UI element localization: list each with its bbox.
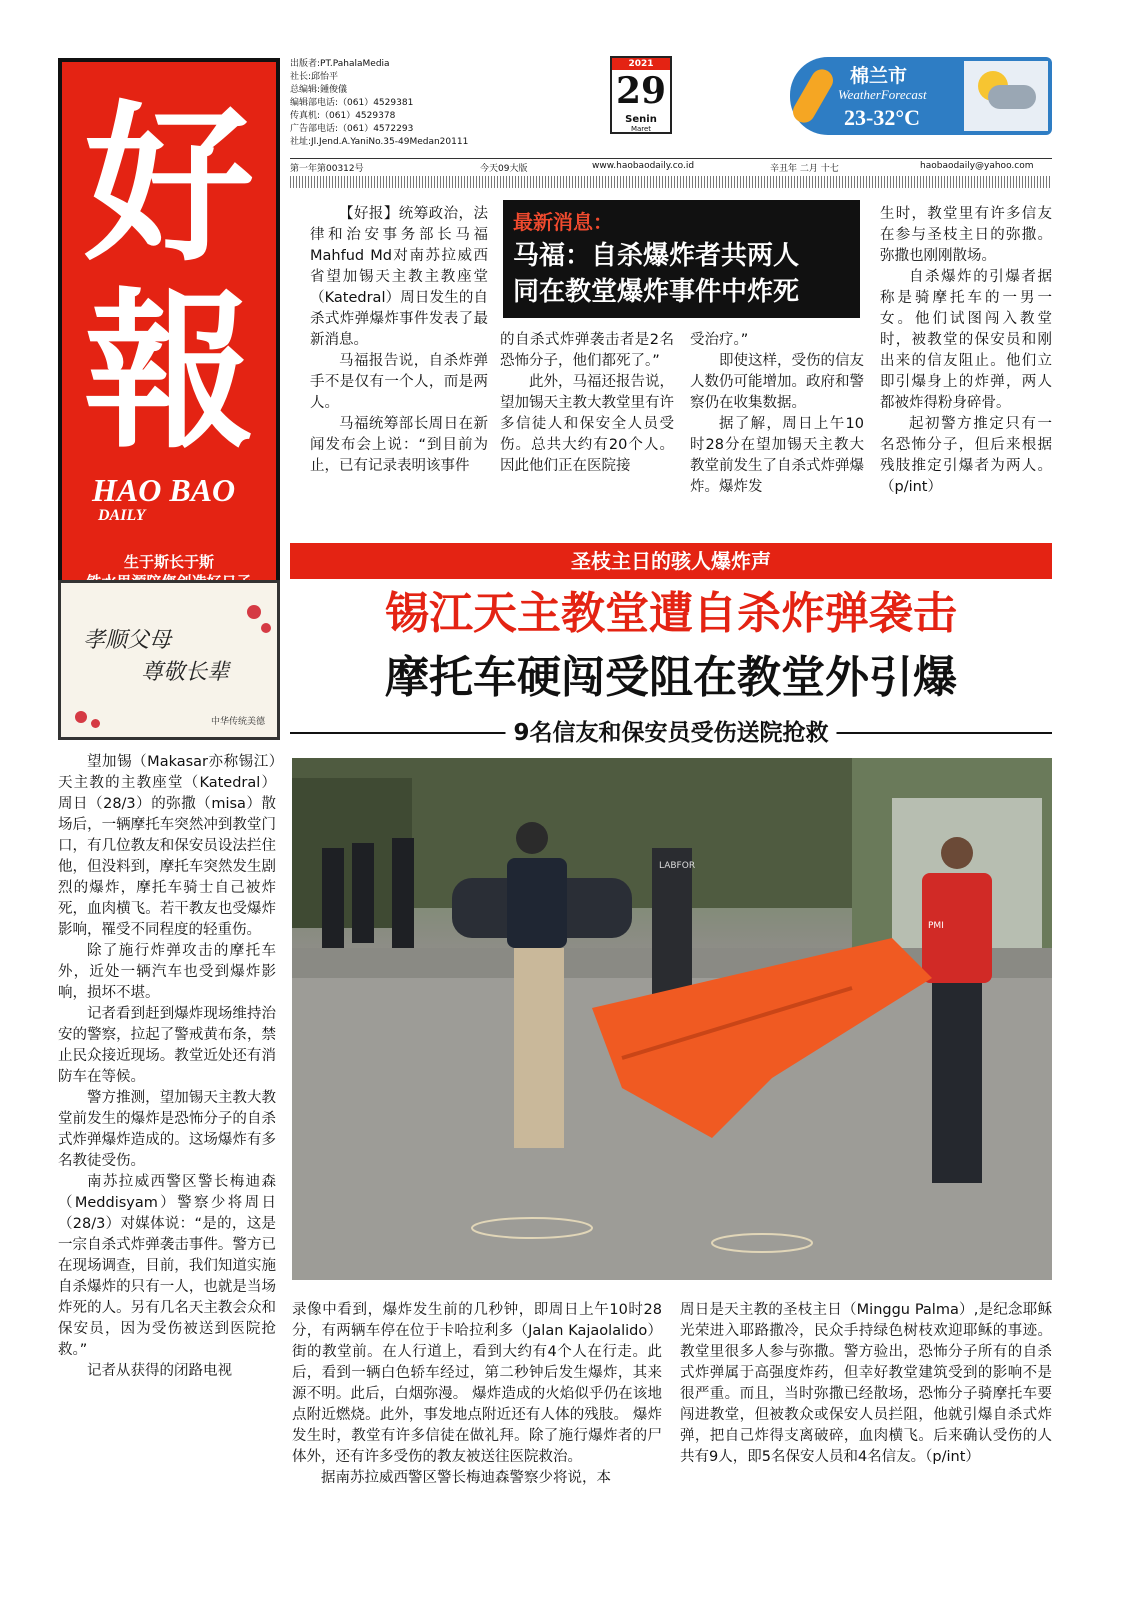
paragraph: 马福统筹部长周日在新闻发布会上说：“到目前为止，已有记录表明该事件 <box>310 416 488 474</box>
website-link[interactable]: www.haobaodaily.co.id <box>592 161 695 171</box>
page-count: 今天09大版 <box>480 164 528 174</box>
calendar-month: Maret <box>630 125 652 133</box>
main-article-right <box>680 1300 1052 1468</box>
ad-box <box>58 580 280 740</box>
kicker-bar <box>290 543 1052 579</box>
masthead-name-en: HAO BAO <box>92 472 236 508</box>
paragraph: 据了解，周日上午10时28分在望加锡天主教大教堂前发生了自杀式炸弹爆炸。爆炸发 <box>690 416 864 495</box>
ad-credit: 中华传统美德 <box>210 717 265 727</box>
kicker-text: 圣枝主日的骇人爆炸声 <box>571 549 771 573</box>
paragraph: 记者看到赶到爆炸现场维持治安的警察，拉起了警戒黄布条，禁止民众接近现场。教堂近处还有消防车在等候。 <box>58 1006 276 1085</box>
paragraph: 此外，马福还报告说，望加锡天主教大教堂里有许多信徒人和保安全人员受伤。总共大约有20个人。因此他们正在医院接 <box>500 374 674 474</box>
news-photo-illustration <box>292 758 1052 1280</box>
weather-label: WeatherForecast <box>838 87 927 102</box>
news-photo <box>292 758 1052 1280</box>
subheadline-text: 9名信友和保安员受伤送院抢救 <box>505 716 836 750</box>
top-article-col-4 <box>880 204 1052 498</box>
paragraph: 受治疗。” <box>690 332 749 348</box>
blossom-icon <box>261 623 271 633</box>
publisher-line: 出版者:PT.PahalaMedia <box>290 59 390 69</box>
info-bar <box>290 158 1052 173</box>
slogan-line-1: 生于斯长于斯 <box>123 553 214 571</box>
issue-number: 第一年第00312号 <box>290 164 364 174</box>
paragraph: 记者从获得的闭路电视 <box>87 1363 232 1379</box>
calendar-year: 2021 <box>612 58 670 70</box>
paragraph: 起初警方推定只有一名恐怖分子，但后来根据残肢推定引爆者为两人。（p/int） <box>880 416 1052 495</box>
ad-line-2: 尊敬长辈 <box>141 660 230 685</box>
weather-city: 棉兰市 <box>850 65 908 87</box>
paragraph: 警方推测，望加锡天主教大教堂前发生的爆炸是恐怖分子的自杀式炸弹爆炸造成的。这场爆炸有多名教徒受伤。 <box>58 1090 276 1169</box>
paragraph: 【好报】统筹政治，法律和治安事务部长马福Mahfud Md对南苏拉威西省望加锡天主教主教座堂（Katedral）周日发生的自杀式炸弹爆炸事件发表了最新消息。 <box>310 206 488 348</box>
lunar-date: 辛丑年 二月 十七 <box>770 164 839 174</box>
thermometer-icon <box>789 65 837 126</box>
weather-temp: 23-32°C <box>844 105 921 130</box>
paragraph: 生时，教堂里有许多信友在参与圣枝主日的弥撒。弥撒也刚刚散场。 <box>880 206 1052 264</box>
top-article-col-2 <box>500 330 674 477</box>
paragraph: 望加锡（Makasar亦称锡江）天主教的主教座堂（Katedral）周日（28/3）的弥撒（misa）散场后，一辆摩托车突然冲到教堂门口，有几位教友和保安员设法拦住他，但没料到，摩托车突然发生剧烈的爆炸，摩托车骑士自己被炸死，血肉横飞。若干教友也受爆炸影响，罹受不同程度的轻重伤。 <box>58 754 276 938</box>
paragraph: 即使这样，受伤的信友人数仍可能增加。政府和警察仍在收集数据。 <box>690 353 864 411</box>
breaking-headline-line-2: 同在教堂爆炸事件中炸死 <box>513 277 800 307</box>
publisher-line: 社长:邱怡平 <box>290 72 339 82</box>
publisher-line: 广告部电话:（061）4572293 <box>290 124 414 134</box>
vest-label-2: PMI <box>928 921 944 931</box>
ad-line-1: 孝顺父母 <box>83 628 172 653</box>
calendar-dayname: Senin <box>625 114 657 125</box>
masthead-daily: DAILY <box>98 507 146 524</box>
breaking-headline-line-1: 马福：自杀爆炸者共两人 <box>513 241 800 271</box>
top-article-col-3 <box>690 330 864 498</box>
publisher-line: 社址:Jl.Jend.A.YaniNo.35-49Medan20111 <box>290 137 469 147</box>
weather-box <box>790 57 1052 135</box>
blossom-icon <box>75 711 87 723</box>
vest-label: LABFOR <box>659 861 696 871</box>
paragraph: 南苏拉威西警区警长梅迪森（Meddisyam）警察少将周日（28/3）对媒体说：“是的，这是一宗自杀式炸弹袭击事件。警方已在现场调查，目前，我们知道实施自杀爆炸的只有一人，也就是当场炸死的人。另有几名天主教会众和保安员，因为受伤被送到医院抢救。” <box>58 1174 276 1358</box>
paragraph: 自杀爆炸的引爆者据称是骑摩托车的一男一女。他们试图闯入教堂时，被教堂的保安员和刚出来的信友阻止。他们立即引爆身上的炸弹，两人都被炸得粉身碎骨。 <box>880 269 1052 411</box>
blossom-icon <box>91 719 100 728</box>
email-link[interactable]: haobaodaily@yahoo.com <box>920 161 1034 171</box>
masthead-char-2: 報 <box>83 272 254 472</box>
breaking-label: 最新消息： <box>513 210 613 234</box>
paragraph: 马福报告说，自杀炸弹手不是仅有一个人，而是两人。 <box>310 353 488 411</box>
subheadline <box>290 716 1052 750</box>
top-article-col-1 <box>310 204 488 477</box>
blossom-icon <box>247 605 261 619</box>
publisher-info <box>290 58 468 149</box>
paragraph: 录像中看到，爆炸发生前的几秒钟，即周日上午10时28分，有两辆车停在位于卡哈拉利多（Jalan Kajaolalido）街的教堂前。在人行道上，看到大约有4个人在行走。此后，看到一辆白色轿车经过，第二秒钟后发生爆炸，其来源不明。此后，白烟弥漫。 爆炸造成的火焰似乎仍在该地点附近燃烧。此外，事发地点附近还有人体的残肢。 爆炸发生时，教堂有许多信徒在做礼拜。除了施行爆炸者的尸体外，还有许多受伤的教友被送往医院救治。 <box>292 1302 662 1465</box>
paragraph: 的自杀式炸弹袭击者是2名恐怖分子，他们都死了。” <box>500 332 674 369</box>
paragraph: 周日是天主教的圣枝主日（Minggu Palma）,是纪念耶稣光荣进入耶路撒冷，民众手持绿色树枝欢迎耶稣的事迹。教堂里很多人参与弥撒。警方验出，恐怖分子所有的自杀式炸弹属于高强度炸药，但幸好教堂建筑受到的影响不是很严重。而且，当时弥撒已经散场，恐怖分子骑摩托车要闯进教堂，但被教众或保安人员拦阻，他就引爆自杀式炸弹，把自己炸得支离破碎，血肉横飞。后来确认受伤的人共有9人，即5名保安人员和4名信友。（p/int） <box>680 1302 1052 1465</box>
cloudy-rain-icon <box>964 61 1048 131</box>
breaking-headline <box>513 238 799 310</box>
publisher-line: 传真机:（061）4529378 <box>290 111 396 121</box>
main-headline-2: 摩托车硬闯受阻在教堂外引爆 <box>385 652 957 703</box>
publisher-line: 编辑部电话:（061）4529381 <box>290 98 414 108</box>
breaking-news-box <box>503 200 860 318</box>
paragraph: 据南苏拉威西警区警长梅迪森警察少将说，本 <box>321 1470 611 1486</box>
masthead-char-1: 好 <box>83 85 254 285</box>
main-article-mid <box>292 1300 662 1489</box>
main-headline-1: 锡江天主教堂遭自杀炸弹袭击 <box>385 588 957 639</box>
main-article-left <box>58 752 276 1382</box>
masthead <box>58 58 280 598</box>
divider-stripe <box>290 176 1052 188</box>
paragraph: 除了施行炸弹攻击的摩托车外，近处一辆汽车也受到爆炸影响，损坏不堪。 <box>58 943 276 1001</box>
date-calendar <box>610 56 672 134</box>
publisher-line: 总编辑:鍾俊儀 <box>290 85 348 95</box>
calendar-day: 29 <box>615 70 667 112</box>
